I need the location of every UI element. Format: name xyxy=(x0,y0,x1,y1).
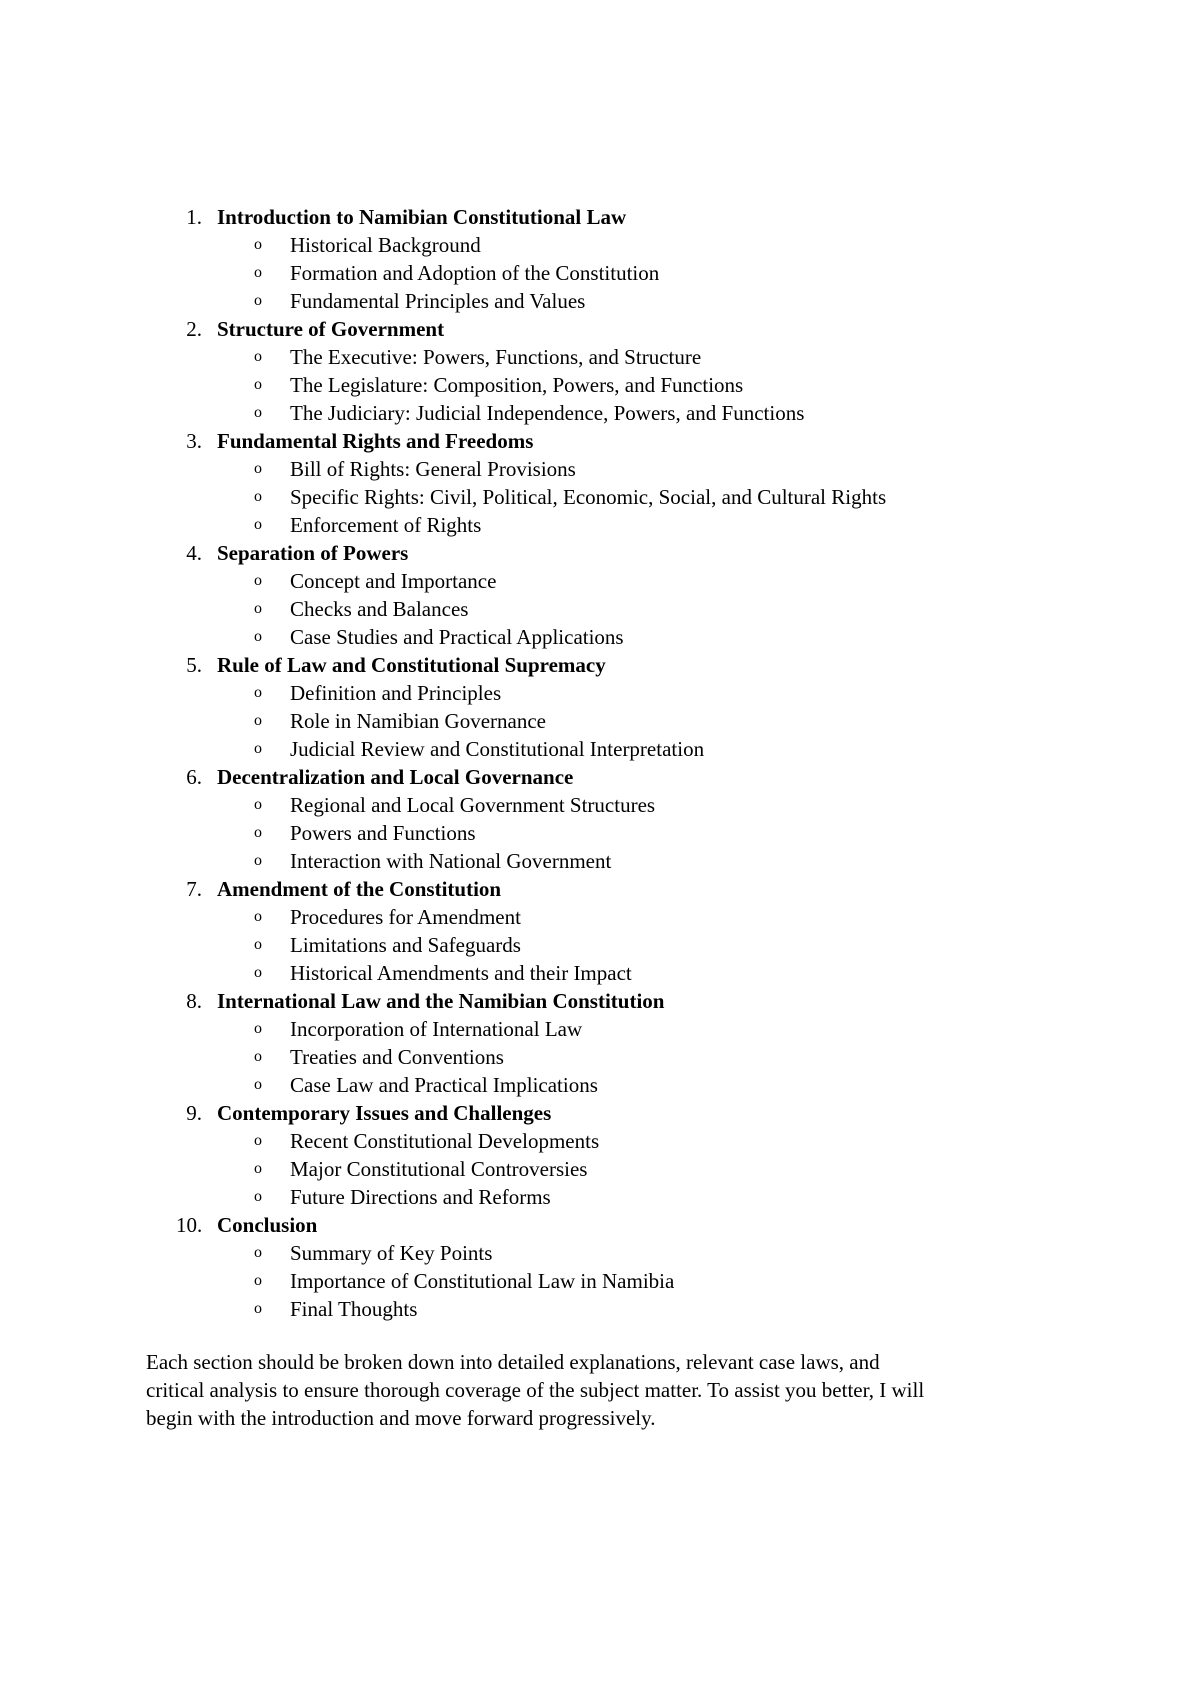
bullet-icon: o xyxy=(254,1076,262,1093)
section-title: International Law and the Namibian Constitution xyxy=(217,989,665,1013)
subitem-text: Procedures for Amendment xyxy=(290,905,521,929)
subitem-text: Historical Amendments and their Impact xyxy=(290,961,632,985)
outline-section-heading xyxy=(0,763,1200,791)
outline-subitem xyxy=(0,399,1200,427)
section-title: Introduction to Namibian Constitutional Law xyxy=(217,205,627,229)
section-title: Conclusion xyxy=(217,1213,318,1237)
outline-subitem xyxy=(0,1239,1200,1267)
subitem-text: Judicial Review and Constitutional Interpretation xyxy=(290,737,705,761)
outline-subitem xyxy=(0,707,1200,735)
bullet-icon: o xyxy=(254,600,262,617)
outline-section-heading xyxy=(0,651,1200,679)
bullet-icon: o xyxy=(254,404,262,421)
bullet-icon: o xyxy=(254,936,262,953)
subitem-text: Major Constitutional Controversies xyxy=(290,1157,588,1181)
outline-subitem xyxy=(0,595,1200,623)
outline-subitem xyxy=(0,343,1200,371)
bullet-icon: o xyxy=(254,628,262,645)
outline-subitem xyxy=(0,1183,1200,1211)
section-number: 5. xyxy=(186,653,202,677)
section-number: 1. xyxy=(186,205,202,229)
bullet-icon: o xyxy=(254,964,262,981)
section-number: 10. xyxy=(176,1213,203,1237)
bullet-icon: o xyxy=(254,460,262,477)
subitem-text: The Judiciary: Judicial Independence, Powers, and Functions xyxy=(290,401,805,425)
subitem-text: Future Directions and Reforms xyxy=(290,1185,551,1209)
section-title: Contemporary Issues and Challenges xyxy=(217,1101,552,1125)
bullet-icon: o xyxy=(254,1188,262,1205)
bullet-icon: o xyxy=(254,572,262,589)
section-number: 7. xyxy=(186,877,202,901)
outline-subitem xyxy=(0,455,1200,483)
section-number: 8. xyxy=(186,989,202,1013)
outline-subitem xyxy=(0,735,1200,763)
bullet-icon: o xyxy=(254,376,262,393)
outline-subitem xyxy=(0,287,1200,315)
outline-subitem xyxy=(0,1127,1200,1155)
subitem-text: Enforcement of Rights xyxy=(290,513,482,537)
section-title: Separation of Powers xyxy=(217,541,409,565)
subitem-text: Fundamental Principles and Values xyxy=(290,289,586,313)
bullet-icon: o xyxy=(254,264,262,281)
bullet-icon: o xyxy=(254,908,262,925)
bullet-icon: o xyxy=(254,1048,262,1065)
outline-subitem xyxy=(0,1015,1200,1043)
subitem-text: Checks and Balances xyxy=(290,597,469,621)
closing-line: critical analysis to ensure thorough coverage of the subject matter. To assist you better, I will xyxy=(146,1378,925,1402)
outline-subitem xyxy=(0,903,1200,931)
outline-subitem xyxy=(0,679,1200,707)
section-title: Amendment of the Constitution xyxy=(217,877,502,901)
subitem-text: Role in Namibian Governance xyxy=(290,709,546,733)
outline-subitem xyxy=(0,371,1200,399)
outline-subitem xyxy=(0,231,1200,259)
bullet-icon: o xyxy=(254,1300,262,1317)
subitem-text: Final Thoughts xyxy=(290,1297,418,1321)
outline-subitem xyxy=(0,623,1200,651)
subitem-text: Regional and Local Government Structures xyxy=(290,793,656,817)
bullet-icon: o xyxy=(254,348,262,365)
section-title: Structure of Government xyxy=(217,317,445,341)
closing-line: Each section should be broken down into detailed explanations, relevant case laws, and xyxy=(146,1350,880,1374)
outline-subitem xyxy=(0,1267,1200,1295)
section-number: 3. xyxy=(186,429,202,453)
bullet-icon: o xyxy=(254,796,262,813)
section-title: Fundamental Rights and Freedoms xyxy=(217,429,534,453)
outline-section-heading xyxy=(0,203,1200,231)
subitem-text: Treaties and Conventions xyxy=(290,1045,504,1069)
section-title: Decentralization and Local Governance xyxy=(217,765,574,789)
outline-subitem xyxy=(0,847,1200,875)
outline-section-heading xyxy=(0,315,1200,343)
outline-subitem xyxy=(0,1155,1200,1183)
bullet-icon: o xyxy=(254,1244,262,1261)
closing-paragraph xyxy=(146,1348,1066,1432)
outline-section-heading xyxy=(0,539,1200,567)
subitem-text: Recent Constitutional Developments xyxy=(290,1129,600,1153)
outline-subitem xyxy=(0,259,1200,287)
section-title: Rule of Law and Constitutional Supremacy xyxy=(217,653,606,677)
subitem-text: Concept and Importance xyxy=(290,569,497,593)
bullet-icon: o xyxy=(254,1160,262,1177)
outline-subitem xyxy=(0,1043,1200,1071)
outline-section-heading xyxy=(0,875,1200,903)
numbered-outline xyxy=(0,203,1200,1323)
bullet-icon: o xyxy=(254,712,262,729)
bullet-icon: o xyxy=(254,740,262,757)
subitem-text: Formation and Adoption of the Constitution xyxy=(290,261,660,285)
bullet-icon: o xyxy=(254,1272,262,1289)
outline-subitem xyxy=(0,511,1200,539)
bullet-icon: o xyxy=(254,1020,262,1037)
section-number: 6. xyxy=(186,765,202,789)
bullet-icon: o xyxy=(254,824,262,841)
bullet-icon: o xyxy=(254,852,262,869)
outline-subitem xyxy=(0,819,1200,847)
subitem-text: Importance of Constitutional Law in Namibia xyxy=(290,1269,675,1293)
subitem-text: Definition and Principles xyxy=(290,681,502,705)
closing-line: begin with the introduction and move forward progressively. xyxy=(146,1406,656,1430)
subitem-text: The Executive: Powers, Functions, and Structure xyxy=(290,345,702,369)
outline-subitem xyxy=(0,1295,1200,1323)
subitem-text: Case Law and Practical Implications xyxy=(290,1073,598,1097)
subitem-text: Incorporation of International Law xyxy=(290,1017,583,1041)
subitem-text: Specific Rights: Civil, Political, Economic, Social, and Cultural Rights xyxy=(290,485,887,509)
outline-section-heading xyxy=(0,1099,1200,1127)
subitem-text: Historical Background xyxy=(290,233,481,257)
subitem-text: Limitations and Safeguards xyxy=(290,933,521,957)
section-number: 9. xyxy=(186,1101,202,1125)
bullet-icon: o xyxy=(254,292,262,309)
subitem-text: Case Studies and Practical Applications xyxy=(290,625,624,649)
outline-subitem xyxy=(0,959,1200,987)
outline-subitem xyxy=(0,567,1200,595)
bullet-icon: o xyxy=(254,516,262,533)
outline-subitem xyxy=(0,931,1200,959)
outline-section-heading xyxy=(0,427,1200,455)
outline-subitem xyxy=(0,483,1200,511)
subitem-text: The Legislature: Composition, Powers, and Functions xyxy=(290,373,744,397)
section-number: 2. xyxy=(186,317,202,341)
section-number: 4. xyxy=(186,541,202,565)
outline-section-heading xyxy=(0,987,1200,1015)
subitem-text: Interaction with National Government xyxy=(290,849,612,873)
outline-subitem xyxy=(0,1071,1200,1099)
bullet-icon: o xyxy=(254,1132,262,1149)
bullet-icon: o xyxy=(254,236,262,253)
subitem-text: Summary of Key Points xyxy=(290,1241,493,1265)
bullet-icon: o xyxy=(254,684,262,701)
outline-section-heading xyxy=(0,1211,1200,1239)
subitem-text: Bill of Rights: General Provisions xyxy=(290,457,576,481)
subitem-text: Powers and Functions xyxy=(290,821,476,845)
bullet-icon: o xyxy=(254,488,262,505)
outline-subitem xyxy=(0,791,1200,819)
